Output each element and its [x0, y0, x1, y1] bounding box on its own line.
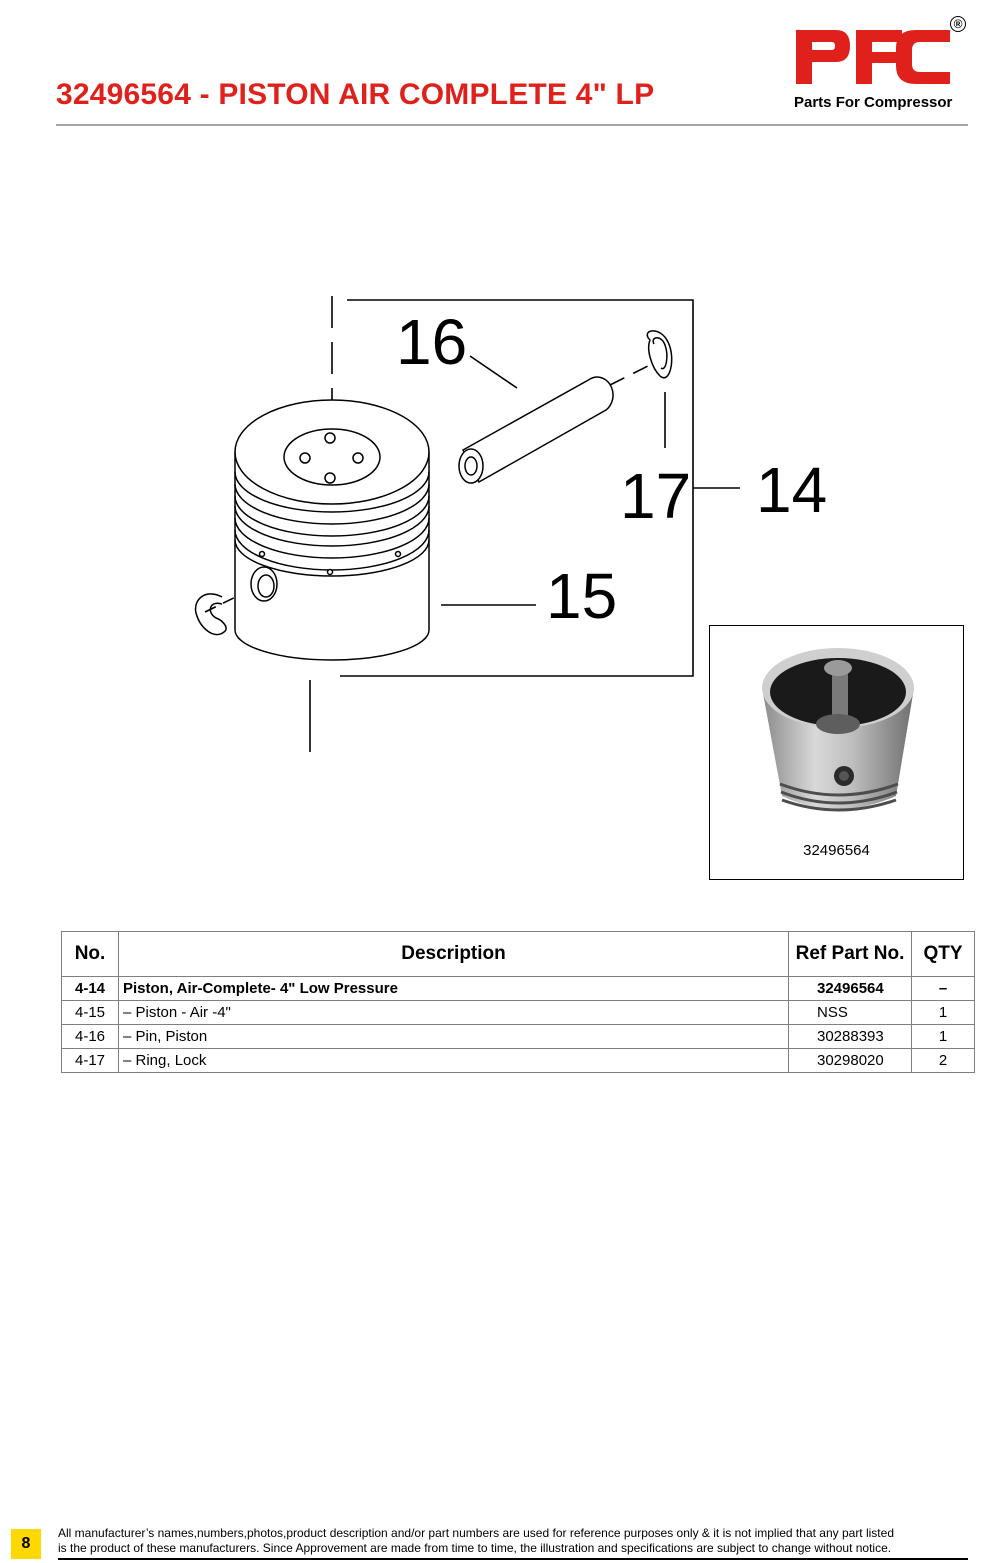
callout-17: 17 — [620, 460, 692, 532]
piston-pin — [459, 377, 613, 483]
cell-description: – Piston - Air -4" — [119, 1001, 789, 1025]
page-number-badge: 8 — [11, 1529, 41, 1559]
cell-ref: 30298020 — [789, 1049, 912, 1073]
registered-mark: ® — [950, 16, 966, 32]
table-header-row — [62, 932, 975, 977]
cell-ref: NSS — [789, 1001, 912, 1025]
pfc-logo — [792, 16, 972, 116]
cell-qty: – — [912, 977, 975, 1001]
header-divider — [56, 124, 968, 126]
disclaimer-line-2: is the product of these manufacturers. Since Approvement are made from time to time, the illustration and specifications are subject to change without notice. — [58, 1541, 892, 1555]
lock-ring-bottom — [196, 594, 227, 635]
parts-table — [61, 931, 975, 1073]
logo-tagline: Parts For Compressor — [794, 94, 953, 111]
lock-ring-top — [647, 331, 671, 378]
cell-qty: 2 — [912, 1049, 975, 1073]
page-title: 32496564 - PISTON AIR COMPLETE 4" LP — [56, 78, 655, 111]
product-photo — [710, 626, 963, 826]
col-header-description: Description — [119, 932, 789, 977]
footer-divider — [58, 1558, 968, 1560]
cell-description: – Ring, Lock — [119, 1049, 789, 1073]
piston-body — [235, 400, 429, 660]
cell-ref: 32496564 — [789, 977, 912, 1001]
table-row — [62, 1025, 975, 1049]
col-header-no: No. — [62, 932, 119, 977]
disclaimer-line-1: All manufacturer’s names,numbers,photos,product description and/or part numbers are used for reference purposes only & it is not implied that any part listed — [58, 1526, 894, 1540]
callout-16: 16 — [396, 306, 468, 378]
cell-no: 4-14 — [62, 977, 119, 1001]
disclaimer — [58, 1526, 978, 1556]
product-photo-frame — [709, 625, 964, 880]
callout-15: 15 — [546, 560, 618, 632]
cell-ref: 30288393 — [789, 1025, 912, 1049]
pfc-logo-mark — [792, 26, 952, 88]
cell-qty: 1 — [912, 1025, 975, 1049]
table-row — [62, 977, 975, 1001]
col-header-ref: Ref Part No. — [789, 932, 912, 977]
col-header-qty: QTY — [912, 932, 975, 977]
cell-no: 4-16 — [62, 1025, 119, 1049]
cell-no: 4-15 — [62, 1001, 119, 1025]
cell-description: – Pin, Piston — [119, 1025, 789, 1049]
cell-qty: 1 — [912, 1001, 975, 1025]
cell-no: 4-17 — [62, 1049, 119, 1073]
cell-description: Piston, Air-Complete- 4" Low Pressure — [119, 977, 789, 1001]
table-row — [62, 1001, 975, 1025]
photo-caption: 32496564 — [803, 842, 870, 859]
leader-16 — [470, 356, 517, 388]
callout-14: 14 — [756, 454, 828, 526]
table-row — [62, 1049, 975, 1073]
